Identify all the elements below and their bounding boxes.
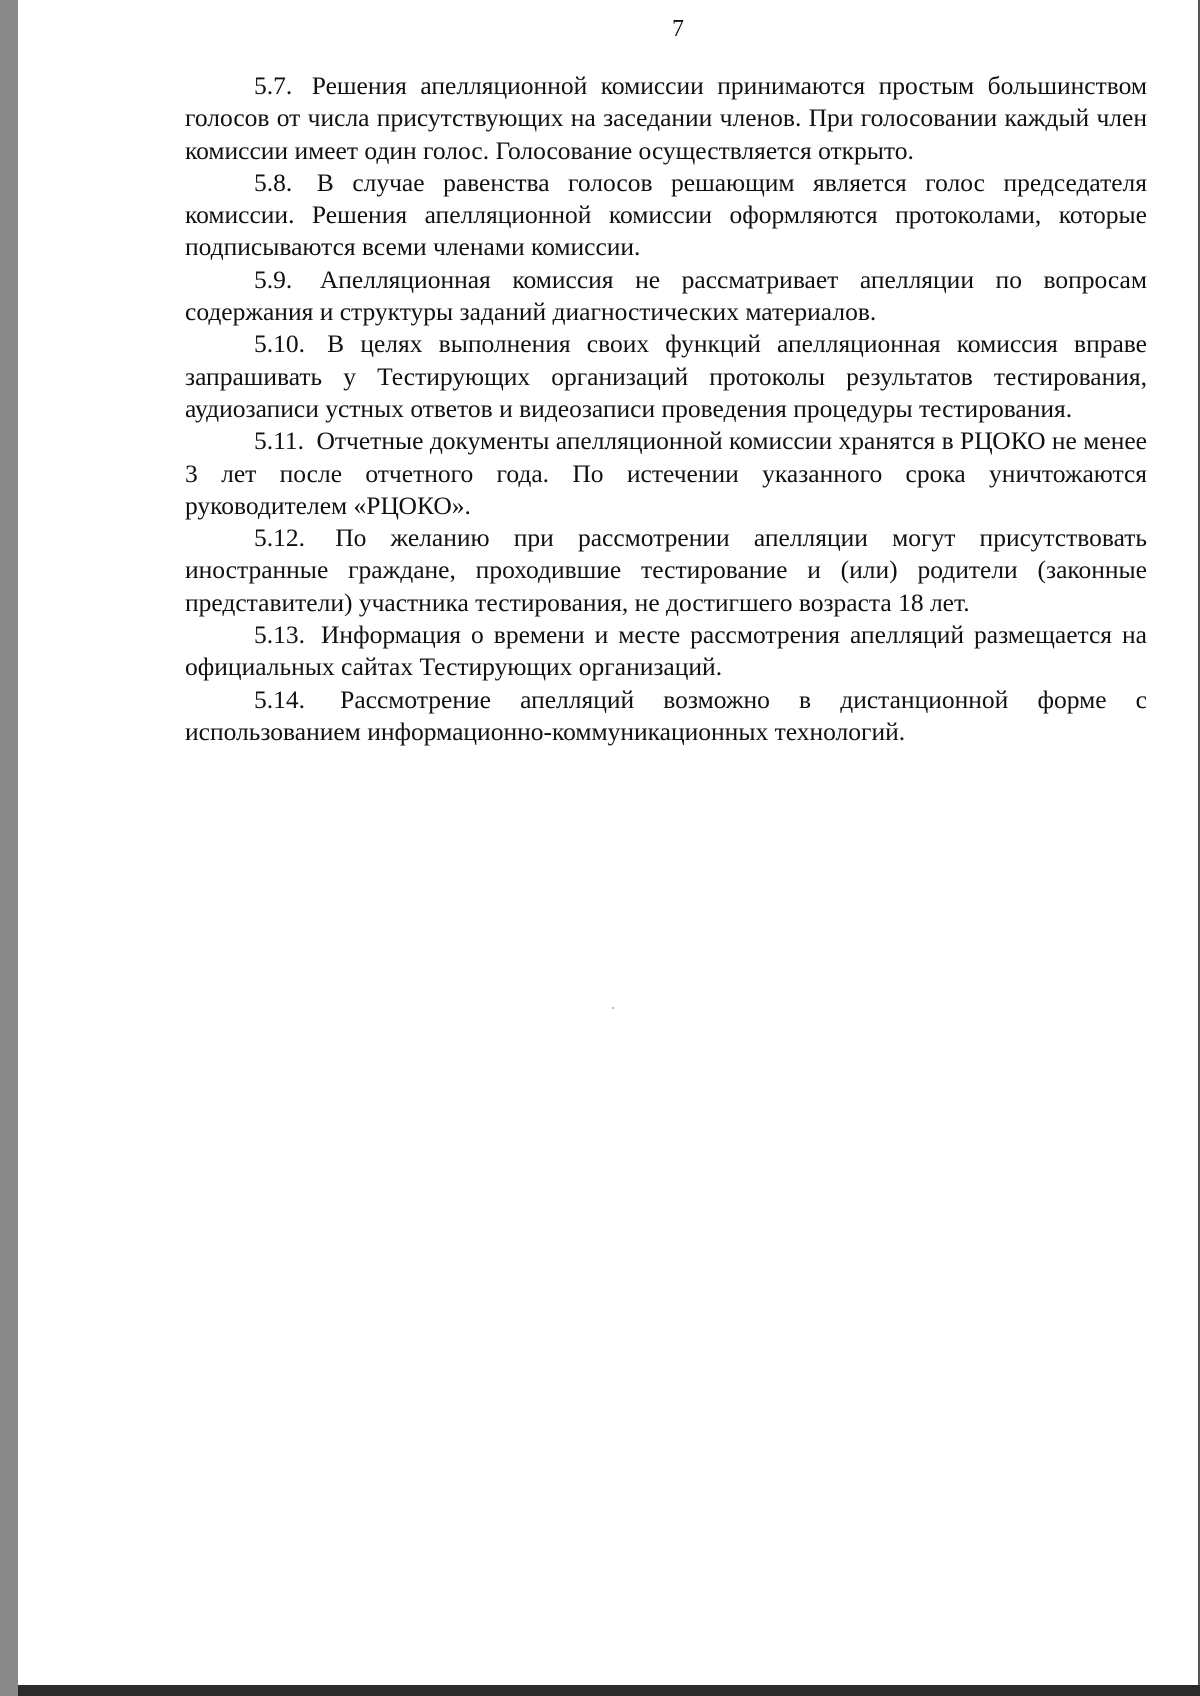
document-body bbox=[185, 70, 1147, 748]
paragraph-5-11 bbox=[185, 425, 1147, 522]
paragraph-number: 5.8. bbox=[254, 167, 293, 197]
paragraph-5-10 bbox=[185, 328, 1147, 425]
paragraph-5-12 bbox=[185, 522, 1147, 619]
paragraph-text: В случае равенства голосов решающим является голос председателя комиссии. Решения апелляционной комиссии оформляются протоколами, которые подписываются всеми членами комиссии. bbox=[185, 167, 1147, 262]
paragraph-number: 5.11. bbox=[254, 426, 305, 456]
scan-left-margin bbox=[0, 0, 18, 1696]
paragraph-text: В целях выполнения своих функций апелляционная комиссия вправе запрашивать у Тестирующих организаций протоколы результатов тестирования, аудиозаписи устных ответов и видеозаписи проведения процедуры тестирования. bbox=[185, 329, 1147, 423]
page-number: 7 bbox=[672, 16, 684, 42]
paragraph-text: Информация о времени и месте рассмотрения апелляций размещается на официальных сайтах Тестирующих организаций. bbox=[185, 620, 1148, 682]
paragraph-5-8 bbox=[185, 167, 1147, 264]
paragraph-number: 5.13. bbox=[254, 620, 305, 650]
paragraph-text: Отчетные документы апелляционной комиссии хранятся в РЦОКО не менее 3 лет после отчетного года. По истечении указанного срока уничтожаются руководителем «РЦОКО». bbox=[185, 426, 1147, 520]
document-page bbox=[18, 0, 1200, 1685]
paragraph-number: 5.7. bbox=[254, 71, 293, 100]
paragraph-5-7 bbox=[185, 70, 1147, 167]
paragraph-number: 5.9. bbox=[254, 264, 293, 294]
paragraph-number: 5.10. bbox=[254, 329, 305, 359]
paragraph-number: 5.14. bbox=[254, 684, 305, 714]
paragraph-5-13 bbox=[185, 619, 1147, 684]
paragraph-text: Решения апелляционной комиссии принимаются простым большинством голосов от числа присутствующих на заседании членов. При голосовании каждый член комиссии имеет один голос. Голосование осуществляется открыто. bbox=[185, 71, 1147, 165]
paragraph-text: Апелляционная комиссия не рассматривает апелляции по вопросам содержания и структуры заданий диагностических материалов. bbox=[185, 264, 1148, 327]
scan-bottom-edge bbox=[18, 1685, 1200, 1696]
paragraph-text: По желанию при рассмотрении апелляции могут присутствовать иностранные граждане, проходившие тестирование и (или) родители (законные представители) участника тестирования, не достигшего возраста 18 лет. bbox=[185, 523, 1148, 617]
paragraph-number: 5.12. bbox=[254, 523, 305, 553]
scan-speck bbox=[612, 1007, 614, 1009]
paragraph-5-14 bbox=[185, 684, 1147, 749]
paragraph-5-9 bbox=[185, 264, 1147, 329]
paragraph-text: Рассмотрение апелляций возможно в дистанционной форме с использованием информационно-коммуникационных технологий. bbox=[185, 684, 1147, 746]
